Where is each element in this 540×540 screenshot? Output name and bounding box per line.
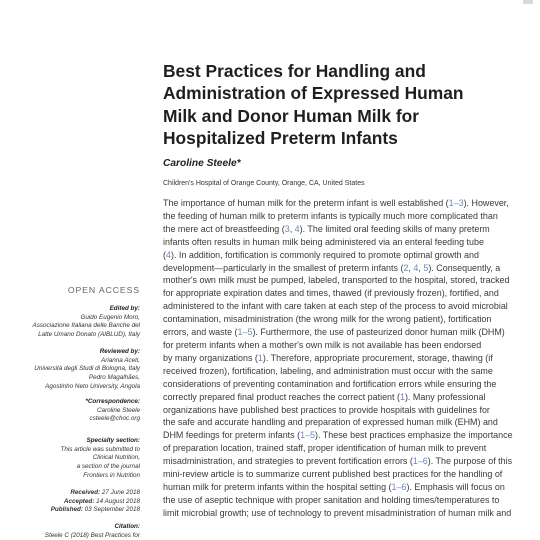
body-line (163, 249, 533, 262)
body-line (163, 236, 533, 249)
body-text-segment: administered to the infant with care taken at each step of the process to avoid microbial (163, 301, 508, 312)
specialty-label: Specialty section: (86, 437, 140, 444)
specialty-line: Frontiers in Nutrition (83, 471, 140, 479)
body-line (163, 494, 533, 507)
body-line (163, 365, 533, 378)
body-line (163, 507, 533, 520)
body-text-segment: ). The limited oral feeding skills of many preterm (299, 223, 490, 234)
body-text-segment: limit microbial growth; use of technology to prevent misadministration of human milk and (163, 507, 512, 518)
body-text-segment: misadministration, and strategies to prevent fortification errors ( (163, 456, 413, 467)
body-line (163, 300, 533, 313)
citation-text: Steele C (2018) Best Practices for (44, 531, 140, 539)
body-text-segment: ). Consequently, a (428, 262, 501, 273)
reference-link[interactable]: 3 (284, 223, 290, 234)
correspondence-email[interactable]: csteele@choc.org (89, 415, 140, 423)
body-line (163, 429, 533, 442)
published-label: Published: (50, 506, 83, 514)
reviewer-line: Arianna Aceti, (101, 356, 140, 364)
editor-line: Associazione Italiana delle Banche del (32, 322, 140, 330)
body-line (163, 442, 533, 455)
reference-link[interactable]: 4 (413, 262, 419, 273)
specialty-line: a section of the journal (76, 463, 140, 471)
title-line: Hospitalized Preterm Infants (163, 127, 398, 148)
reference-link[interactable]: 1–3 (448, 198, 464, 208)
body-line (163, 455, 533, 468)
body-text-segment: the safe and accurate handling and preparation of expressed human milk (EHM) and (163, 417, 498, 428)
body-text-segment: The importance of human milk for the preterm infant is well established ( (163, 198, 449, 208)
reference-link[interactable]: 1 (399, 391, 405, 402)
reviewer-line: Agostinho Neto University, Angola (45, 382, 140, 390)
body-text-segment: DHM feedings for preterm infants ( (163, 430, 301, 441)
title-line: Milk and Donor Human Milk for (163, 105, 420, 126)
specialty-line: Clinical Nutrition, (92, 454, 140, 462)
body-text-segment: , (418, 262, 424, 273)
body-text-segment: contamination, misadministration (the wrong milk for the wrong patient), fortification (163, 314, 492, 325)
reference-link[interactable]: 4 (294, 223, 300, 234)
body-text-segment: ). Therefore, appropriate procurement, storage, thawing (if (262, 352, 493, 363)
body-text-segment: organizations have published best practices to provide hospitals with guidelines for (163, 404, 490, 415)
body-text-segment: , (289, 223, 295, 234)
body-text-segment: ). Emphasis will focus on (406, 481, 505, 492)
body-line (163, 197, 533, 210)
article-title (163, 60, 533, 149)
reviewer-line: Università degli Studi di Bologna, Italy (34, 365, 140, 373)
author-name: Caroline Steele* (163, 158, 241, 169)
body-text-segment: ). In addition, fortification is commonly required to promote optimal growth and (170, 249, 479, 260)
body-text-segment: for appropriate expiration dates and times, thawed (if previously frozen), fortified, and (163, 288, 499, 299)
body-text-segment: ). Furthermore, the use of pasteurized donor human milk (DHM) (252, 327, 505, 338)
edited-by-block (33, 305, 140, 340)
citation-block (45, 523, 140, 540)
body-line (163, 326, 533, 339)
body-text-segment: considerations of preventing contamination and fortification errors while ensuring the (163, 378, 497, 389)
body-text-segment: ). The purpose of this (427, 456, 513, 467)
open-access-label: OPEN ACCESS (67, 285, 140, 295)
body-line (163, 313, 533, 326)
reference-link[interactable]: 2 (403, 262, 409, 273)
body-text-segment: errors, and waste ( (163, 327, 238, 338)
reference-link[interactable]: 5 (423, 262, 429, 273)
reviewer-line: Pedro Magalhães, (88, 374, 140, 382)
editor-line: Latte Umano Donato (AIBLUD), Italy (38, 331, 140, 339)
author-affiliation: Children's Hospital of Orange County, Orange, CA, United States (163, 180, 365, 187)
body-text-segment: ( (163, 249, 166, 260)
body-text-segment: received frozen), fortification, labeling, and administration must occur with the same (163, 365, 493, 376)
reference-link[interactable]: 1–6 (412, 456, 428, 467)
body-text-segment: for preterm infants when a mother's own milk is not available has been endorsed (163, 339, 482, 350)
body-text-segment: ). However, (463, 198, 509, 208)
body-line (163, 352, 533, 365)
received-label: Received: (70, 489, 101, 496)
body-text-segment: correctly prepared final product reaches the correct patient ( (163, 391, 400, 402)
body-text-segment: of preparation location, trained staff, proper identification of human milk to prevent (163, 443, 487, 454)
body-text-segment: development—particularly in the smallest of preterm infants ( (163, 262, 404, 273)
body-text-segment: ). Many professional (404, 391, 486, 402)
body-line (163, 339, 533, 352)
correspondence-block (85, 398, 140, 424)
reference-link[interactable]: 4 (165, 249, 171, 260)
body-line (163, 223, 533, 236)
body-line (163, 481, 533, 494)
body-text-segment: the feeding of human milk to preterm infants is typically much more complicated than (163, 210, 498, 221)
edited-by-label: Edited by: (109, 305, 140, 312)
reviewed-by-block (34, 348, 140, 392)
accepted-label: Accepted: (63, 497, 95, 505)
reference-link[interactable]: 1 (257, 352, 263, 363)
body-text-segment: ). These best practices emphasize the importance (315, 430, 513, 441)
body-text-segment: the mere act of breastfeeding ( (163, 223, 285, 234)
title-line: Best Practices for Handling and (163, 61, 426, 81)
article-body (163, 197, 533, 520)
body-text-segment: mini-review article is to summarize current published best practices for the handling of (163, 469, 503, 480)
body-line (163, 378, 533, 391)
specialty-line: This article was submitted to (60, 445, 140, 453)
body-line (163, 416, 533, 429)
body-text-segment: , (408, 262, 414, 273)
corner-mark (523, 0, 533, 4)
citation-label: Citation: (114, 523, 140, 530)
editor-line: Guido Eugenio Moro, (80, 313, 140, 321)
body-text-segment: human milk for preterm infants within the hospital setting ( (163, 481, 392, 492)
reviewed-by-label: Reviewed by: (99, 348, 140, 355)
accepted-date: 14 August 2018 (96, 497, 140, 505)
dates-block (51, 489, 140, 515)
published-date: 03 September 2018 (84, 506, 140, 514)
specialty-block (61, 437, 140, 481)
body-text-segment: the use of aseptic technique with proper sanitation and holding times/temperatures to (163, 494, 500, 505)
body-line (163, 262, 533, 275)
correspondence-label: *Correspondence: (85, 398, 140, 405)
body-text-segment: mother's own milk must be pumped, labeled, transported to the hospital, stored, tracked (163, 275, 510, 286)
body-line (163, 468, 533, 481)
reference-link[interactable]: 1–6 (391, 481, 407, 492)
body-line (163, 210, 533, 223)
body-text-segment: by many organizations ( (163, 352, 258, 363)
correspondence-name: Caroline Steele (96, 406, 140, 414)
body-line (163, 287, 533, 300)
body-line (163, 391, 533, 404)
body-line (163, 274, 533, 287)
body-line (163, 404, 533, 417)
received-date: 27 June 2018 (101, 489, 140, 496)
body-text-segment: infants often results in human milk being administered via an enteral feeding tube (163, 236, 484, 247)
reference-link[interactable]: 1–5 (300, 430, 316, 441)
title-line: Administration of Expressed Human (163, 83, 464, 104)
reference-link[interactable]: 1–5 (237, 327, 253, 338)
